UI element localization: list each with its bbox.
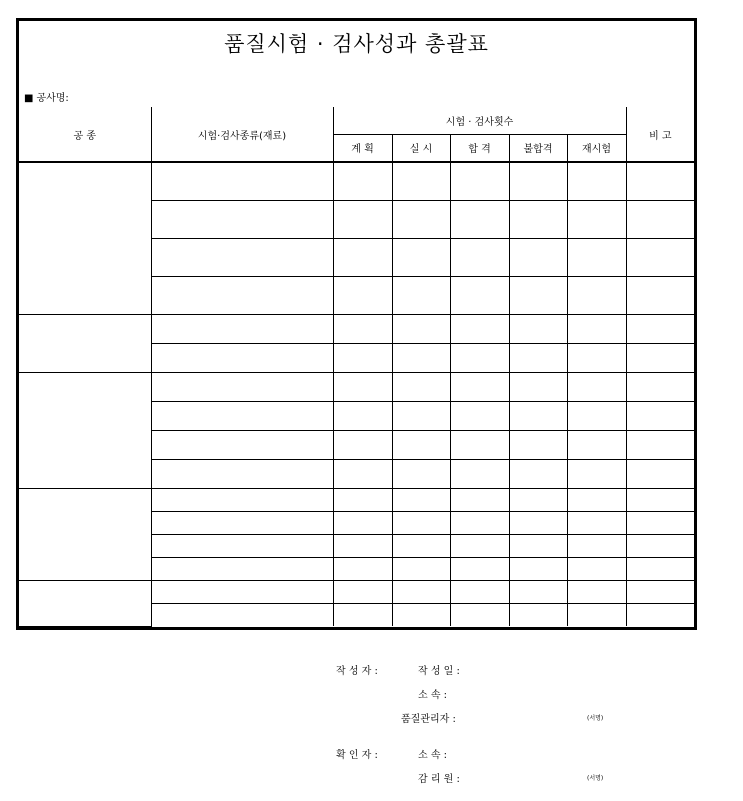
square-bullet-icon: ■ [24, 93, 34, 104]
test-type-cell[interactable] [151, 603, 333, 626]
performed-cell[interactable] [392, 276, 450, 314]
remark-cell[interactable] [626, 343, 694, 372]
planned-cell[interactable] [333, 430, 392, 459]
test-type-cell[interactable] [151, 238, 333, 276]
retest-cell[interactable] [567, 511, 626, 534]
test-type-cell[interactable] [151, 534, 333, 557]
planned-cell[interactable] [333, 580, 392, 603]
retest-cell[interactable] [567, 557, 626, 580]
remark-cell[interactable] [626, 557, 694, 580]
retest-cell[interactable] [567, 276, 626, 314]
performed-cell[interactable] [392, 401, 450, 430]
remark-cell[interactable] [626, 372, 694, 401]
summary-table [19, 107, 694, 627]
failed-cell[interactable] [509, 238, 567, 276]
remark-cell[interactable] [626, 459, 694, 488]
test-type-cell[interactable] [151, 314, 333, 343]
passed-cell[interactable] [450, 343, 509, 372]
planned-cell[interactable] [333, 276, 392, 314]
passed-cell[interactable] [450, 314, 509, 343]
remark-cell[interactable] [626, 511, 694, 534]
test-type-cell[interactable] [151, 459, 333, 488]
planned-cell[interactable] [333, 534, 392, 557]
planned-cell[interactable] [333, 511, 392, 534]
performed-cell[interactable] [392, 200, 450, 238]
planned-cell[interactable] [333, 343, 392, 372]
table-row [19, 372, 694, 401]
failed-cell[interactable] [509, 603, 567, 626]
planned-cell[interactable] [333, 162, 392, 200]
failed-cell[interactable] [509, 372, 567, 401]
passed-cell[interactable] [450, 200, 509, 238]
retest-cell[interactable] [567, 459, 626, 488]
header-test-count: 시험 · 검사횟수 [333, 107, 626, 134]
failed-cell[interactable] [509, 401, 567, 430]
retest-cell[interactable] [567, 162, 626, 200]
performed-cell[interactable] [392, 430, 450, 459]
retest-cell[interactable] [567, 372, 626, 401]
table-row [19, 580, 694, 603]
failed-cell[interactable] [509, 343, 567, 372]
work-type-cell[interactable] [19, 488, 151, 580]
failed-cell[interactable] [509, 200, 567, 238]
failed-cell[interactable] [509, 162, 567, 200]
passed-cell[interactable] [450, 430, 509, 459]
retest-cell[interactable] [567, 430, 626, 459]
passed-cell[interactable] [450, 534, 509, 557]
retest-cell[interactable] [567, 200, 626, 238]
table-row [19, 314, 694, 343]
test-type-cell[interactable] [151, 276, 333, 314]
signature-placeholder: (서명) [587, 775, 604, 782]
remark-cell[interactable] [626, 276, 694, 314]
retest-cell[interactable] [567, 603, 626, 626]
date-label: 작 성 일 : [418, 666, 460, 677]
confirmer-label: 확 인 자 : [336, 750, 378, 761]
test-type-cell[interactable] [151, 162, 333, 200]
passed-cell[interactable] [450, 401, 509, 430]
header-retest: 재시험 [567, 134, 626, 162]
passed-cell[interactable] [450, 580, 509, 603]
performed-cell[interactable] [392, 511, 450, 534]
work-type-cell[interactable] [19, 580, 151, 626]
performed-cell[interactable] [392, 580, 450, 603]
passed-cell[interactable] [450, 276, 509, 314]
planned-cell[interactable] [333, 238, 392, 276]
test-type-cell[interactable] [151, 372, 333, 401]
project-label-text: 공사명: [36, 93, 69, 104]
performed-cell[interactable] [392, 162, 450, 200]
planned-cell[interactable] [333, 200, 392, 238]
supervisor-label: 감 리 원 : [418, 774, 460, 785]
header-work-type: 공 종 [19, 107, 151, 162]
remark-cell[interactable] [626, 162, 694, 200]
header-test-type: 시험·검사종류(재료) [151, 107, 333, 162]
test-type-cell[interactable] [151, 200, 333, 238]
remark-cell[interactable] [626, 430, 694, 459]
work-type-cell[interactable] [19, 372, 151, 488]
failed-cell[interactable] [509, 488, 567, 511]
failed-cell[interactable] [509, 314, 567, 343]
failed-cell[interactable] [509, 511, 567, 534]
retest-cell[interactable] [567, 314, 626, 343]
passed-cell[interactable] [450, 459, 509, 488]
test-type-cell[interactable] [151, 488, 333, 511]
performed-cell[interactable] [392, 238, 450, 276]
failed-cell[interactable] [509, 557, 567, 580]
performed-cell[interactable] [392, 488, 450, 511]
planned-cell[interactable] [333, 557, 392, 580]
failed-cell[interactable] [509, 534, 567, 557]
performed-cell[interactable] [392, 314, 450, 343]
test-type-cell[interactable] [151, 580, 333, 603]
table-row [19, 162, 694, 200]
passed-cell[interactable] [450, 488, 509, 511]
planned-cell[interactable] [333, 603, 392, 626]
planned-cell[interactable] [333, 459, 392, 488]
header-remark: 비 고 [626, 107, 694, 162]
remark-cell[interactable] [626, 603, 694, 626]
failed-cell[interactable] [509, 276, 567, 314]
planned-cell[interactable] [333, 401, 392, 430]
retest-cell[interactable] [567, 580, 626, 603]
work-type-cell[interactable] [19, 314, 151, 372]
test-type-cell[interactable] [151, 557, 333, 580]
planned-cell[interactable] [333, 488, 392, 511]
performed-cell[interactable] [392, 459, 450, 488]
writer-dept-label: 소 속 : [418, 690, 448, 701]
header-passed: 합 격 [450, 134, 509, 162]
passed-cell[interactable] [450, 511, 509, 534]
passed-cell[interactable] [450, 238, 509, 276]
summary-form [16, 18, 697, 630]
remark-cell[interactable] [626, 580, 694, 603]
remark-cell[interactable] [626, 200, 694, 238]
test-type-cell[interactable] [151, 511, 333, 534]
confirmer-dept-label: 소 속 : [418, 750, 448, 761]
passed-cell[interactable] [450, 603, 509, 626]
header-failed: 불합격 [509, 134, 567, 162]
test-type-cell[interactable] [151, 401, 333, 430]
planned-cell[interactable] [333, 314, 392, 343]
passed-cell[interactable] [450, 162, 509, 200]
performed-cell[interactable] [392, 372, 450, 401]
table-row [19, 488, 694, 511]
project-name-label [24, 89, 69, 104]
retest-cell[interactable] [567, 488, 626, 511]
test-type-cell[interactable] [151, 343, 333, 372]
failed-cell[interactable] [509, 430, 567, 459]
performed-cell[interactable] [392, 603, 450, 626]
performed-cell[interactable] [392, 343, 450, 372]
remark-cell[interactable] [626, 238, 694, 276]
performed-cell[interactable] [392, 557, 450, 580]
remark-cell[interactable] [626, 534, 694, 557]
planned-cell[interactable] [333, 372, 392, 401]
page-title: 품질시험 · 검사성과 총괄표 [224, 32, 489, 56]
performed-cell[interactable] [392, 534, 450, 557]
retest-cell[interactable] [567, 238, 626, 276]
remark-cell[interactable] [626, 401, 694, 430]
work-type-cell[interactable] [19, 162, 151, 314]
passed-cell[interactable] [450, 557, 509, 580]
signature-placeholder: (서명) [587, 715, 604, 722]
header-performed: 실 시 [392, 134, 450, 162]
retest-cell[interactable] [567, 534, 626, 557]
retest-cell[interactable] [567, 401, 626, 430]
quality-manager-label: 품질관리자 : [401, 714, 456, 725]
remark-cell[interactable] [626, 314, 694, 343]
test-type-cell[interactable] [151, 430, 333, 459]
failed-cell[interactable] [509, 459, 567, 488]
passed-cell[interactable] [450, 372, 509, 401]
header-planned: 계 획 [333, 134, 392, 162]
writer-label: 작 성 자 : [336, 666, 378, 677]
retest-cell[interactable] [567, 343, 626, 372]
failed-cell[interactable] [509, 580, 567, 603]
remark-cell[interactable] [626, 488, 694, 511]
